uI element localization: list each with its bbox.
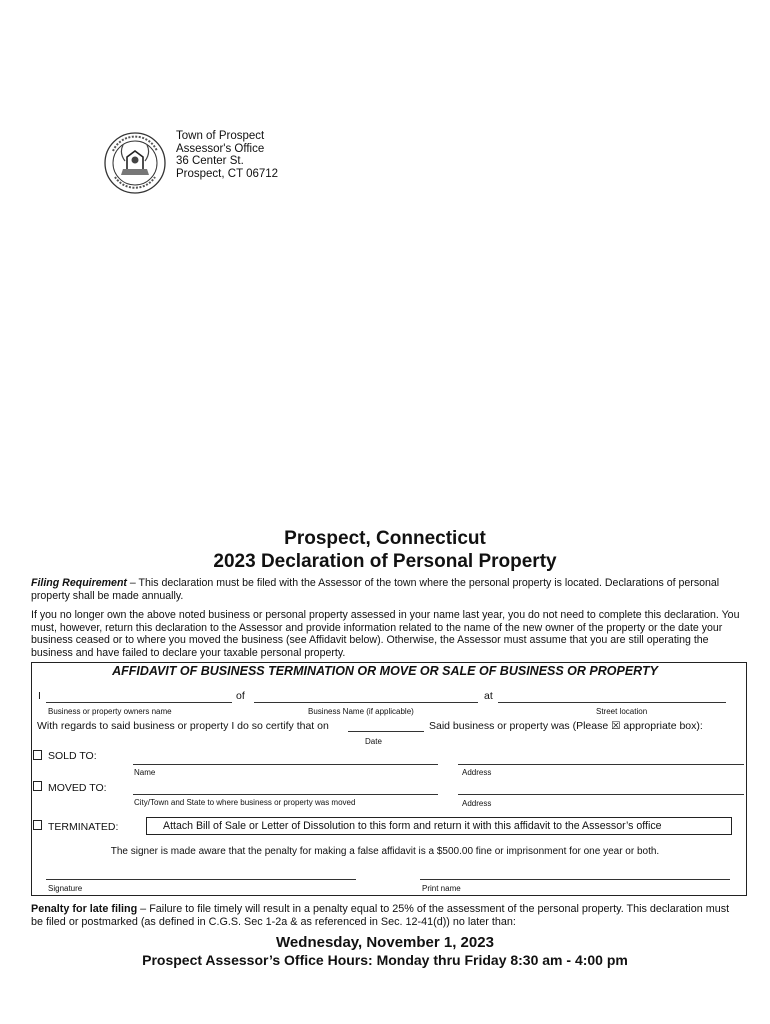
office-address [176,130,278,180]
filing-requirement [31,577,740,602]
town-seal-logo [103,131,167,195]
certify-text: With regards to said business or property I do so certify that on [37,720,329,732]
moved-to-city-field[interactable] [133,794,438,795]
sold-to-address-field[interactable] [458,764,744,765]
moved-to-checkbox[interactable] [33,781,42,791]
notice-paragraph: If you no longer own the above noted business or personal property assessed in your name last year, you do not need to complete this declaration. You must, however, return this declaration to the Assessor and provide information related to the name of the new owner of the property or the date your business ceased or to where you moved the business (see Affidavit below). Otherwise, the Assessor must assume that you are still operating the business and have failed to declare your taxable personal property. [31,609,740,659]
address-line-1: Town of Prospect [176,130,265,142]
street-location-field[interactable] [498,702,726,703]
attach-instructions: Attach Bill of Sale or Letter of Dissolution to this form and return it with this affidavit to the Assessor’s office [146,817,732,835]
deadline-date: Wednesday, November 1, 2023 [276,934,494,951]
terminated-label: TERMINATED: [48,821,119,833]
address-line-3: 36 Center St. [176,155,244,167]
affidavit-title: AFFIDAVIT OF BUSINESS TERMINATION OR MOVE OR SALE OF BUSINESS OR PROPERTY [112,664,658,678]
sold-to-label [48,750,97,762]
print-name-field[interactable] [420,879,730,880]
moved-to-label: MOVED TO: [48,782,107,794]
sold-to-name-field[interactable] [133,764,438,765]
affidavit-box [31,662,747,896]
owner-name-caption: Business or property owners name [48,707,172,716]
city-state-caption: City/Town and State to where business or property was moved [134,798,356,807]
late-filing-text: – Failure to file timely will result in a penalty equal to 25% of the assessment of the personal property. This declaration must be filed or postmarked (as defined in C.G.S. Sec 1-2a & as referenced in Sec. 12-41(d)) no later than: [31,903,730,928]
date-field[interactable] [348,731,424,732]
address-line-2: Assessor's Office [176,142,265,155]
signature-field[interactable] [46,879,356,880]
sold-to-checkbox[interactable] [33,750,42,760]
office-hours: Prospect Assessor’s Office Hours: Monday thru Friday 8:30 am - 4:00 pm [142,952,628,968]
address-line-4: Prospect, CT 06712 [176,167,279,180]
owner-name-field[interactable] [46,702,232,703]
document-title-line1: Prospect, Connecticut [284,528,486,549]
address-caption-2: Address [462,799,492,808]
name-caption: Name [134,768,156,777]
late-filing-label: Penalty for late filing [31,903,138,915]
filing-requirement-label: Filing Requirement [31,577,127,589]
filing-requirement-text: – This declaration must be filed with the Assessor of the town where the personal property is located. Declarations of personal property shall be made annually. [31,577,720,602]
at-label: at [484,690,493,702]
said-business-text: Said business or property was (Please ☒ appropriate box): [429,720,703,732]
terminated-checkbox[interactable] [33,820,42,830]
of-label: of [236,690,245,702]
street-location-caption: Street location [596,707,648,716]
business-name-field[interactable] [254,702,478,703]
date-caption: Date [365,737,382,746]
late-filing-paragraph [31,903,740,928]
moved-to-address-field[interactable] [458,794,744,795]
signature-caption: Signature [48,884,83,893]
business-name-caption: Business Name (if applicable) [308,707,414,716]
sold-to-label-text: SOLD TO: [48,750,97,762]
i-label: I [38,690,41,702]
false-affidavit-penalty: The signer is made aware that the penalty for making a false affidavit is a $500.00 fine or imprisonment for one year or both. [110,846,660,857]
print-name-caption: Print name [422,884,461,893]
document-title-line2: 2023 Declaration of Personal Property [213,551,557,572]
address-caption: Address [462,768,492,777]
